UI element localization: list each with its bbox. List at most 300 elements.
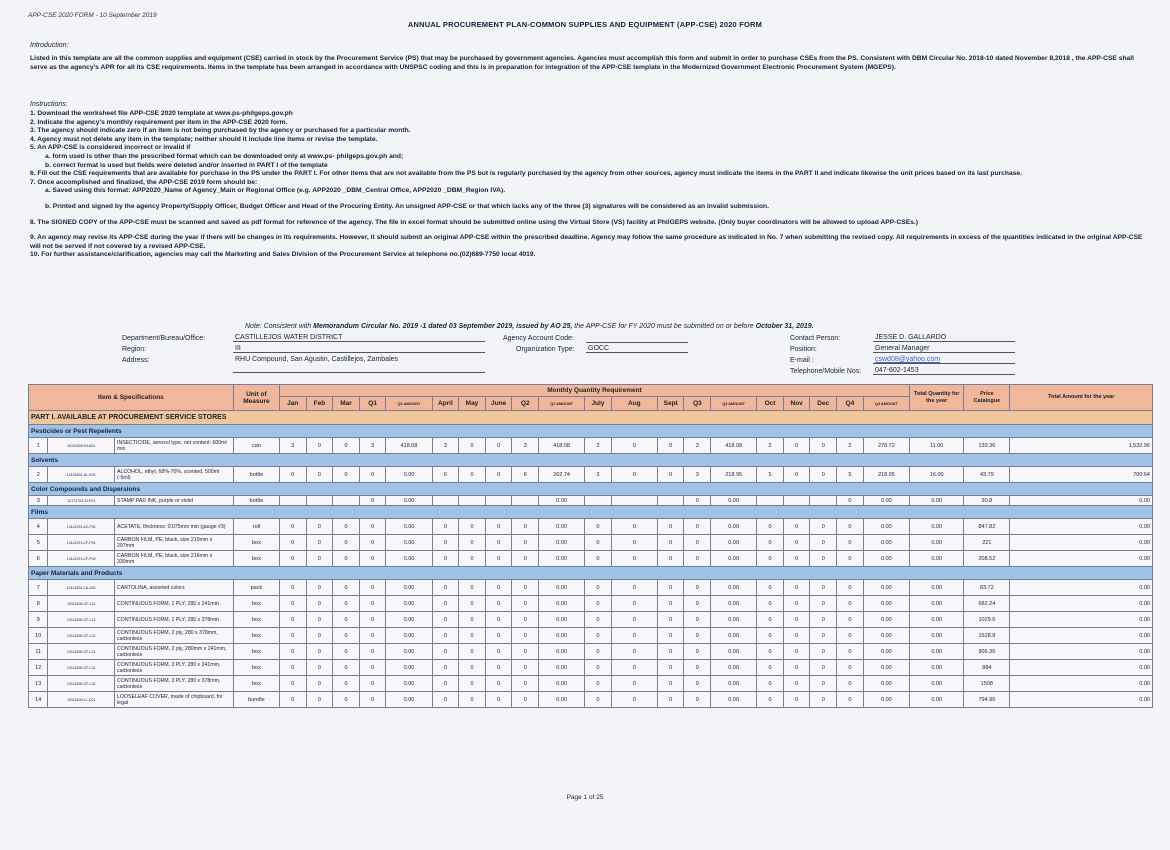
quantity-cell[interactable]: 0 bbox=[306, 660, 333, 676]
quantity-cell[interactable]: 0 bbox=[684, 551, 711, 567]
quantity-cell[interactable]: 0 bbox=[757, 551, 784, 567]
quantity-cell[interactable]: 0 bbox=[306, 596, 333, 612]
quantity-cell[interactable]: 0 bbox=[810, 660, 837, 676]
quantity-cell[interactable]: 0 bbox=[333, 467, 360, 483]
quantity-cell[interactable]: 0 bbox=[485, 535, 512, 551]
quantity-cell[interactable]: 0 bbox=[757, 676, 784, 692]
quantity-cell[interactable]: 0 bbox=[512, 676, 539, 692]
quantity-cell[interactable]: 0 bbox=[306, 467, 333, 483]
quantity-cell[interactable]: 0 bbox=[459, 612, 486, 628]
quantity-cell[interactable]: 0 bbox=[333, 580, 360, 596]
quantity-cell[interactable]: 0 bbox=[657, 519, 684, 535]
quantity-cell[interactable]: 0.00 bbox=[711, 612, 757, 628]
quantity-cell[interactable]: 0 bbox=[837, 644, 864, 660]
quantity-cell[interactable]: 0 bbox=[279, 676, 306, 692]
quantity-cell[interactable]: 0.00 bbox=[711, 596, 757, 612]
quantity-cell[interactable]: 0 bbox=[279, 535, 306, 551]
quantity-cell[interactable]: 0 bbox=[837, 519, 864, 535]
quantity-cell[interactable]: 0 bbox=[657, 660, 684, 676]
quantity-cell[interactable]: 3 bbox=[512, 438, 539, 454]
quantity-cell[interactable]: 0 bbox=[512, 551, 539, 567]
page-title: ANNUAL PROCUREMENT PLAN-COMMON SUPPLIES AND EQUIPMENT (APP-CSE) 2020 FORM bbox=[407, 20, 763, 29]
quantity-cell[interactable]: 0 bbox=[684, 580, 711, 596]
quantity-cell[interactable]: 0 bbox=[459, 467, 486, 483]
quantity-cell[interactable]: 0 bbox=[837, 551, 864, 567]
quantity-cell[interactable]: 0.00 bbox=[863, 660, 909, 676]
quantity-cell[interactable]: 0 bbox=[657, 676, 684, 692]
address-field[interactable]: RHU Compound, San Agustin, Castillejos, Zambales bbox=[233, 356, 485, 373]
col-unit: Unit of Measure bbox=[233, 385, 279, 411]
quantity-cell[interactable]: 0 bbox=[512, 612, 539, 628]
quantity-cell[interactable]: 0 bbox=[757, 535, 784, 551]
quantity-cell[interactable]: 0 bbox=[657, 644, 684, 660]
quantity-cell[interactable]: 0 bbox=[432, 580, 459, 596]
quantity-cell[interactable]: 0 bbox=[459, 692, 486, 708]
quantity-cell[interactable]: 0 bbox=[684, 660, 711, 676]
account-field[interactable] bbox=[586, 334, 688, 343]
quantity-cell[interactable]: 0 bbox=[359, 580, 386, 596]
quantity-cell[interactable]: 0 bbox=[432, 676, 459, 692]
quantity-cell[interactable]: 0 bbox=[783, 644, 810, 660]
quantity-cell[interactable] bbox=[459, 496, 486, 506]
quantity-cell[interactable]: 0 bbox=[810, 535, 837, 551]
quantity-cell[interactable]: 0 bbox=[306, 438, 333, 454]
quantity-cell[interactable]: 0 bbox=[810, 580, 837, 596]
quantity-cell[interactable]: 0 bbox=[359, 692, 386, 708]
quantity-cell[interactable]: 0.00 bbox=[539, 535, 585, 551]
quantity-cell[interactable]: 0 bbox=[783, 519, 810, 535]
quantity-cell[interactable]: 0.00 bbox=[386, 467, 432, 483]
quantity-cell[interactable]: 0 bbox=[333, 644, 360, 660]
quantity-cell[interactable]: 0.00 bbox=[386, 676, 432, 692]
quantity-cell[interactable]: 0 bbox=[333, 612, 360, 628]
quantity-cell[interactable]: 0 bbox=[359, 612, 386, 628]
quantity-cell[interactable]: 0.00 bbox=[386, 496, 432, 506]
quantity-cell[interactable]: 0 bbox=[810, 676, 837, 692]
quantity-cell[interactable] bbox=[432, 496, 459, 506]
quantity-cell[interactable]: 0 bbox=[585, 580, 612, 596]
quantity-cell[interactable]: 0 bbox=[684, 519, 711, 535]
quantity-cell[interactable]: 0 bbox=[512, 596, 539, 612]
quantity-cell[interactable]: 0 bbox=[783, 535, 810, 551]
quantity-cell[interactable]: 0 bbox=[611, 535, 657, 551]
quantity-cell[interactable]: 0 bbox=[810, 467, 837, 483]
quantity-cell[interactable]: 0.00 bbox=[539, 519, 585, 535]
quantity-cell[interactable]: 262.74 bbox=[539, 467, 585, 483]
quantity-cell[interactable]: 0 bbox=[306, 676, 333, 692]
quantity-cell[interactable]: 0.00 bbox=[711, 551, 757, 567]
quantity-cell[interactable]: 0.00 bbox=[539, 580, 585, 596]
quantity-cell[interactable]: 0.00 bbox=[863, 580, 909, 596]
quantity-cell[interactable]: 0 bbox=[837, 660, 864, 676]
quantity-cell[interactable]: 0.00 bbox=[711, 496, 757, 506]
quantity-cell[interactable]: 0 bbox=[585, 644, 612, 660]
quantity-cell[interactable]: 0 bbox=[333, 628, 360, 644]
item-code: 14111506-CF-L21 bbox=[48, 644, 115, 660]
item-description: CONTINUOUS FORM, 2 ply, 280 x 378mm, carbonless bbox=[115, 628, 234, 644]
quantity-cell[interactable]: 0 bbox=[485, 676, 512, 692]
quantity-cell[interactable]: 0 bbox=[359, 519, 386, 535]
quantity-cell[interactable]: 0 bbox=[783, 660, 810, 676]
quantity-cell[interactable]: 0 bbox=[432, 644, 459, 660]
quantity-cell[interactable]: 0 bbox=[810, 612, 837, 628]
quantity-cell[interactable]: 0 bbox=[611, 628, 657, 644]
quantity-cell[interactable]: 0.00 bbox=[539, 628, 585, 644]
quantity-cell[interactable]: 0.00 bbox=[386, 535, 432, 551]
quantity-cell[interactable]: 0 bbox=[306, 551, 333, 567]
quantity-cell[interactable]: 0 bbox=[279, 551, 306, 567]
quantity-cell[interactable]: 0 bbox=[485, 596, 512, 612]
quantity-cell[interactable]: 0 bbox=[657, 438, 684, 454]
quantity-cell[interactable] bbox=[757, 496, 784, 506]
quantity-cell[interactable]: 0 bbox=[512, 628, 539, 644]
quantity-cell[interactable]: 0 bbox=[757, 580, 784, 596]
region-field[interactable]: III bbox=[233, 345, 485, 353]
quantity-cell[interactable]: 0 bbox=[485, 660, 512, 676]
quantity-cell[interactable]: 0 bbox=[783, 628, 810, 644]
quantity-cell[interactable]: 0 bbox=[837, 496, 864, 506]
quantity-cell[interactable]: 0 bbox=[279, 660, 306, 676]
quantity-cell[interactable] bbox=[585, 496, 612, 506]
quantity-cell[interactable]: 0 bbox=[837, 628, 864, 644]
quantity-cell[interactable]: 0 bbox=[757, 660, 784, 676]
quantity-cell[interactable]: 0 bbox=[585, 596, 612, 612]
quantity-cell[interactable]: 0 bbox=[432, 519, 459, 535]
total-quantity: 0.00 bbox=[910, 580, 964, 596]
quantity-cell[interactable]: 0 bbox=[512, 692, 539, 708]
quantity-cell[interactable]: 0 bbox=[684, 496, 711, 506]
quantity-cell[interactable]: 0 bbox=[333, 676, 360, 692]
quantity-cell[interactable]: 0 bbox=[359, 628, 386, 644]
quantity-cell[interactable]: 0.00 bbox=[863, 676, 909, 692]
quantity-cell[interactable]: 0.00 bbox=[539, 612, 585, 628]
quantity-cell[interactable] bbox=[810, 496, 837, 506]
quantity-cell[interactable]: 0 bbox=[611, 551, 657, 567]
quantity-cell[interactable]: 0 bbox=[611, 612, 657, 628]
quantity-cell[interactable]: 2 bbox=[837, 438, 864, 454]
quantity-cell[interactable]: 0 bbox=[837, 535, 864, 551]
quantity-cell[interactable]: 0.00 bbox=[386, 580, 432, 596]
quantity-cell[interactable]: 0.00 bbox=[711, 535, 757, 551]
quantity-cell[interactable]: 0 bbox=[485, 644, 512, 660]
quantity-cell[interactable]: 0 bbox=[485, 519, 512, 535]
quantity-cell[interactable]: 0 bbox=[783, 596, 810, 612]
quantity-cell[interactable]: 0 bbox=[459, 676, 486, 692]
quantity-cell[interactable]: 0.00 bbox=[863, 692, 909, 708]
quantity-cell[interactable]: 218.95 bbox=[711, 467, 757, 483]
price-catalogue: 221 bbox=[964, 535, 1010, 551]
quantity-cell[interactable]: 0 bbox=[657, 551, 684, 567]
quantity-cell[interactable]: 0 bbox=[757, 612, 784, 628]
quantity-cell[interactable]: 0 bbox=[432, 660, 459, 676]
quantity-cell[interactable]: 2 bbox=[757, 438, 784, 454]
quantity-cell[interactable]: 0 bbox=[459, 535, 486, 551]
quantity-cell[interactable]: 0 bbox=[485, 692, 512, 708]
quantity-cell[interactable]: 0 bbox=[432, 612, 459, 628]
quantity-cell[interactable]: 0 bbox=[485, 438, 512, 454]
quantity-cell[interactable]: 0 bbox=[585, 660, 612, 676]
quantity-cell[interactable]: 0 bbox=[657, 628, 684, 644]
quantity-cell[interactable]: 0 bbox=[333, 660, 360, 676]
quantity-cell[interactable]: 0 bbox=[306, 628, 333, 644]
quantity-cell[interactable]: 3 bbox=[684, 467, 711, 483]
quantity-cell[interactable]: 0.00 bbox=[539, 676, 585, 692]
org-type-field[interactable]: GOCC bbox=[586, 345, 688, 353]
quantity-cell[interactable]: 6 bbox=[512, 467, 539, 483]
quantity-cell[interactable]: 0 bbox=[279, 580, 306, 596]
quantity-cell[interactable]: 0.00 bbox=[539, 596, 585, 612]
quantity-cell[interactable]: 0 bbox=[333, 438, 360, 454]
quantity-cell[interactable]: 0 bbox=[279, 519, 306, 535]
quantity-cell[interactable]: 418.08 bbox=[539, 438, 585, 454]
quantity-cell[interactable]: 0 bbox=[512, 519, 539, 535]
item-code: 14111506-CF-L22 bbox=[48, 628, 115, 644]
quantity-cell[interactable]: 0 bbox=[684, 628, 711, 644]
quantity-cell[interactable]: 0 bbox=[459, 438, 486, 454]
quantity-cell[interactable]: 3 bbox=[684, 438, 711, 454]
total-amount: 1,532.96 bbox=[1010, 438, 1153, 454]
quantity-cell[interactable]: 0 bbox=[459, 660, 486, 676]
intro-heading: Introduction: bbox=[30, 42, 69, 49]
quantity-cell[interactable]: 0 bbox=[657, 692, 684, 708]
quantity-cell[interactable]: 0 bbox=[359, 644, 386, 660]
quantity-cell[interactable]: 0 bbox=[657, 596, 684, 612]
quantity-cell[interactable]: 0 bbox=[757, 519, 784, 535]
quantity-cell[interactable]: 0 bbox=[585, 535, 612, 551]
quantity-cell[interactable]: 0 bbox=[512, 580, 539, 596]
quantity-cell[interactable]: 0 bbox=[333, 692, 360, 708]
quantity-cell[interactable]: 0 bbox=[783, 612, 810, 628]
quantity-cell[interactable]: 0 bbox=[485, 628, 512, 644]
quantity-cell[interactable]: 0 bbox=[333, 596, 360, 612]
quantity-cell[interactable]: 0 bbox=[459, 628, 486, 644]
quantity-cell[interactable]: 0 bbox=[333, 551, 360, 567]
quantity-cell[interactable]: 0 bbox=[279, 596, 306, 612]
quantity-cell[interactable]: 0 bbox=[757, 692, 784, 708]
quantity-cell[interactable]: 0 bbox=[485, 467, 512, 483]
quantity-cell[interactable]: 0 bbox=[432, 535, 459, 551]
quantity-cell[interactable]: 278.72 bbox=[863, 438, 909, 454]
quantity-cell[interactable]: 0 bbox=[279, 612, 306, 628]
quantity-cell[interactable]: 0 bbox=[757, 628, 784, 644]
department-field[interactable]: CASTILLEJOS WATER DISTRICT bbox=[233, 334, 485, 342]
quantity-cell[interactable]: 0.00 bbox=[386, 612, 432, 628]
quantity-cell[interactable]: 0 bbox=[783, 692, 810, 708]
quantity-cell[interactable]: 0 bbox=[837, 612, 864, 628]
quantity-cell[interactable]: 0 bbox=[585, 612, 612, 628]
quantity-cell[interactable]: 0.00 bbox=[386, 692, 432, 708]
quantity-cell[interactable]: 0 bbox=[657, 612, 684, 628]
quantity-cell[interactable]: 0 bbox=[459, 519, 486, 535]
quantity-cell[interactable]: 5 bbox=[757, 467, 784, 483]
quantity-cell[interactable]: 0 bbox=[359, 535, 386, 551]
quantity-cell[interactable]: 0.00 bbox=[711, 676, 757, 692]
quantity-cell[interactable] bbox=[611, 496, 657, 506]
quantity-cell[interactable]: 0 bbox=[611, 580, 657, 596]
quantity-cell[interactable]: 0.00 bbox=[539, 551, 585, 567]
quantity-cell[interactable]: 0 bbox=[585, 519, 612, 535]
quantity-cell[interactable]: 3 bbox=[279, 438, 306, 454]
quantity-cell[interactable]: 0.00 bbox=[386, 628, 432, 644]
quantity-cell[interactable]: 0.00 bbox=[863, 496, 909, 506]
unit-of-measure: box bbox=[233, 551, 279, 567]
quantity-cell[interactable]: 0.00 bbox=[539, 496, 585, 506]
quantity-cell[interactable]: 0 bbox=[684, 644, 711, 660]
quantity-cell[interactable]: 0.00 bbox=[711, 580, 757, 596]
quantity-cell[interactable]: 3 bbox=[585, 438, 612, 454]
quantity-cell[interactable] bbox=[333, 496, 360, 506]
quantity-cell[interactable]: 0 bbox=[279, 628, 306, 644]
quantity-cell[interactable]: 0 bbox=[611, 438, 657, 454]
quantity-cell[interactable]: 0.00 bbox=[863, 628, 909, 644]
quantity-cell[interactable]: 0.00 bbox=[863, 644, 909, 660]
quantity-cell[interactable]: 0 bbox=[657, 467, 684, 483]
quantity-cell[interactable]: 0.00 bbox=[711, 692, 757, 708]
quantity-cell[interactable]: 0 bbox=[279, 644, 306, 660]
quantity-cell[interactable] bbox=[512, 496, 539, 506]
quantity-cell[interactable]: 0 bbox=[810, 692, 837, 708]
quantity-cell[interactable]: 0 bbox=[512, 644, 539, 660]
quantity-cell[interactable]: 0 bbox=[684, 596, 711, 612]
quantity-cell[interactable]: 0 bbox=[611, 596, 657, 612]
quantity-cell[interactable]: 0.00 bbox=[386, 660, 432, 676]
quantity-cell[interactable]: 0 bbox=[459, 551, 486, 567]
quantity-cell[interactable]: 0 bbox=[757, 644, 784, 660]
quantity-cell[interactable]: 418.08 bbox=[386, 438, 432, 454]
quantity-cell[interactable]: 3 bbox=[359, 438, 386, 454]
quantity-cell[interactable]: 0 bbox=[432, 551, 459, 567]
quantity-cell[interactable]: 0 bbox=[459, 596, 486, 612]
quantity-cell[interactable]: 0 bbox=[611, 467, 657, 483]
quantity-cell[interactable]: 0 bbox=[359, 551, 386, 567]
quantity-cell[interactable]: 0 bbox=[837, 596, 864, 612]
quantity-cell[interactable] bbox=[279, 496, 306, 506]
quantity-cell[interactable]: 0 bbox=[512, 660, 539, 676]
quantity-cell[interactable]: 0 bbox=[684, 676, 711, 692]
quantity-cell[interactable]: 418.08 bbox=[711, 438, 757, 454]
quantity-cell[interactable]: 0.00 bbox=[711, 644, 757, 660]
quantity-cell[interactable]: 0 bbox=[459, 580, 486, 596]
quantity-cell[interactable]: 0 bbox=[810, 519, 837, 535]
quantity-cell[interactable]: 0 bbox=[359, 596, 386, 612]
quantity-cell[interactable]: 0 bbox=[359, 660, 386, 676]
quantity-cell[interactable] bbox=[485, 496, 512, 506]
quantity-cell[interactable]: 0.00 bbox=[863, 612, 909, 628]
phone-field[interactable]: 047-602-1453 bbox=[873, 367, 1015, 375]
quantity-cell[interactable]: 0 bbox=[657, 580, 684, 596]
quantity-cell[interactable]: 0 bbox=[585, 628, 612, 644]
quantity-cell[interactable]: 5 bbox=[837, 467, 864, 483]
quantity-cell[interactable]: 0 bbox=[306, 692, 333, 708]
quantity-cell[interactable]: 0 bbox=[485, 580, 512, 596]
quantity-cell[interactable]: 0 bbox=[783, 467, 810, 483]
quantity-cell[interactable]: 218.95 bbox=[863, 467, 909, 483]
quantity-cell[interactable]: 0 bbox=[459, 644, 486, 660]
quantity-cell[interactable]: 0.00 bbox=[711, 628, 757, 644]
quantity-cell[interactable]: 0 bbox=[657, 535, 684, 551]
quantity-cell[interactable]: 0 bbox=[432, 628, 459, 644]
contact-field[interactable]: JESSE D. GALLARDO bbox=[873, 334, 1015, 342]
quantity-cell[interactable]: 0.00 bbox=[711, 660, 757, 676]
quantity-cell[interactable]: 0 bbox=[611, 644, 657, 660]
quantity-cell[interactable] bbox=[783, 496, 810, 506]
quantity-cell[interactable]: 0 bbox=[485, 551, 512, 567]
quantity-cell[interactable]: 0 bbox=[611, 692, 657, 708]
quantity-cell[interactable]: 0 bbox=[432, 692, 459, 708]
quantity-cell[interactable]: 0 bbox=[810, 644, 837, 660]
quantity-cell[interactable]: 0 bbox=[306, 612, 333, 628]
quantity-cell[interactable]: 0 bbox=[279, 692, 306, 708]
quantity-cell[interactable]: 0 bbox=[611, 519, 657, 535]
quantity-cell[interactable] bbox=[306, 496, 333, 506]
quantity-cell[interactable]: 0 bbox=[684, 535, 711, 551]
quantity-cell[interactable] bbox=[657, 496, 684, 506]
quantity-cell[interactable]: 0 bbox=[306, 535, 333, 551]
quantity-cell[interactable]: 0 bbox=[585, 692, 612, 708]
quantity-cell[interactable]: 0.00 bbox=[539, 692, 585, 708]
quantity-cell[interactable]: 0 bbox=[783, 438, 810, 454]
quantity-cell[interactable]: 0 bbox=[611, 676, 657, 692]
quantity-cell[interactable]: 0.00 bbox=[863, 519, 909, 535]
quantity-cell[interactable]: 0 bbox=[432, 596, 459, 612]
quantity-cell[interactable]: 0 bbox=[837, 676, 864, 692]
quantity-cell[interactable]: 0 bbox=[611, 660, 657, 676]
quantity-cell[interactable]: 0 bbox=[359, 496, 386, 506]
quantity-cell[interactable]: 0.00 bbox=[386, 519, 432, 535]
quantity-cell[interactable]: 0 bbox=[783, 676, 810, 692]
quantity-cell[interactable]: 0.00 bbox=[539, 644, 585, 660]
quantity-cell[interactable]: 0 bbox=[306, 519, 333, 535]
col-monthly: Monthly Quantity Requirement bbox=[279, 385, 909, 397]
quantity-cell[interactable]: 0 bbox=[279, 467, 306, 483]
quantity-cell[interactable]: 0 bbox=[783, 580, 810, 596]
quantity-cell[interactable]: 0 bbox=[485, 612, 512, 628]
quantity-cell[interactable]: 0.00 bbox=[539, 660, 585, 676]
quantity-cell[interactable]: 0 bbox=[810, 438, 837, 454]
quantity-cell[interactable]: 0 bbox=[585, 551, 612, 567]
quantity-cell[interactable]: 0 bbox=[757, 596, 784, 612]
position-field[interactable]: General Manager bbox=[873, 345, 1015, 353]
quantity-cell[interactable]: 0 bbox=[810, 628, 837, 644]
quantity-cell[interactable]: 0 bbox=[359, 676, 386, 692]
quantity-cell[interactable]: 0 bbox=[684, 692, 711, 708]
quantity-cell[interactable]: 0.00 bbox=[863, 535, 909, 551]
quantity-cell[interactable]: 0.00 bbox=[711, 519, 757, 535]
quantity-cell[interactable]: 0 bbox=[837, 580, 864, 596]
quantity-cell[interactable]: 0 bbox=[783, 551, 810, 567]
quantity-cell[interactable]: 0 bbox=[512, 535, 539, 551]
quantity-cell[interactable]: 0 bbox=[306, 580, 333, 596]
quantity-cell[interactable]: 6 bbox=[432, 467, 459, 483]
quantity-cell[interactable]: 3 bbox=[432, 438, 459, 454]
quantity-cell[interactable]: 0 bbox=[837, 692, 864, 708]
quantity-cell[interactable]: 3 bbox=[585, 467, 612, 483]
quantity-cell[interactable]: 0.00 bbox=[386, 644, 432, 660]
quantity-cell[interactable]: 0 bbox=[359, 467, 386, 483]
quantity-cell[interactable]: 0 bbox=[810, 596, 837, 612]
quantity-cell[interactable]: 0.00 bbox=[386, 551, 432, 567]
email-field[interactable]: cswd08@yahoo.com bbox=[873, 356, 1015, 364]
quantity-cell[interactable]: 0 bbox=[684, 612, 711, 628]
quantity-cell[interactable]: 0.00 bbox=[863, 596, 909, 612]
quantity-cell[interactable]: 0.00 bbox=[386, 596, 432, 612]
quantity-cell[interactable]: 0 bbox=[810, 551, 837, 567]
quantity-cell[interactable]: 0 bbox=[333, 519, 360, 535]
quantity-cell[interactable]: 0 bbox=[585, 676, 612, 692]
quantity-cell[interactable]: 0 bbox=[306, 644, 333, 660]
quantity-cell[interactable]: 0 bbox=[333, 535, 360, 551]
quantity-cell[interactable]: 0.00 bbox=[863, 551, 909, 567]
